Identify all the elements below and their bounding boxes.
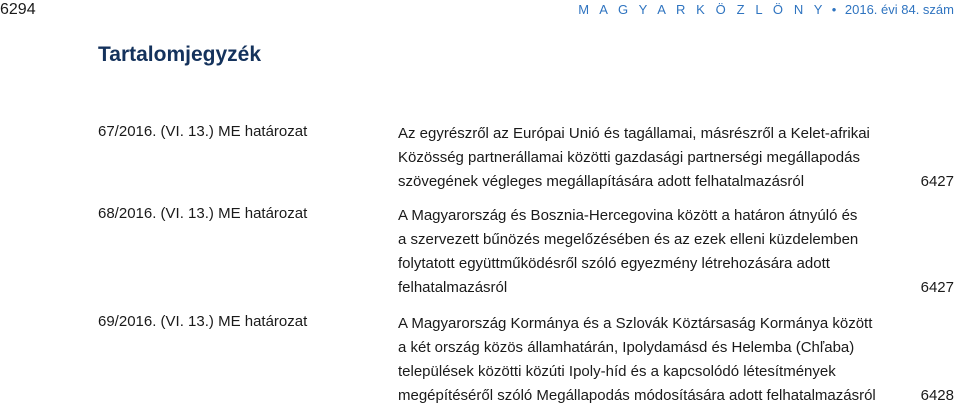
description-line: felhatalmazásról [398,279,508,296]
description-line: folytatott együttműködésről szóló egyezmény létrehozására adott [398,255,830,272]
description-line: Az egyrészről az Európai Unió és tagállamai, másrészről a Kelet-afrikai [398,125,870,142]
toc-title: Tartalomjegyzék [98,43,262,66]
gazette-name: M A G Y A R K Ö Z L Ö N Y [578,2,827,17]
description-line: a két ország közös államhatárán, Ipolydamásd és Helemba (Chľaba) [398,339,855,356]
entry-page-number: 6427 [920,279,954,296]
entry-description [398,204,898,300]
entry-description [398,122,898,194]
description-line: A Magyarország és Bosznia-Hercegovina között a határon átnyúló és [398,207,858,224]
page-number: 6294 [0,1,36,18]
description-line: a szervezett bűnözés megelőzésében és az ezek elleni küzdelemben [398,231,859,248]
header-separator: • [831,2,837,17]
description-line: települések közötti közúti Ipoly-híd és a kapcsolódó létesítmények [398,363,836,380]
entry-reference: 69/2016. (VI. 13.) ME határozat [98,313,308,330]
entry-description [398,312,898,408]
entry-reference: 68/2016. (VI. 13.) ME határozat [98,205,308,222]
issue-number: 2016. évi 84. szám [844,2,954,17]
description-line: A Magyarország Kormánya és a Szlovák Köztársaság Kormánya között [398,315,873,332]
description-line: szövegének végleges megállapítására adott felhatalmazásról [398,173,805,190]
entry-page-number: 6427 [920,173,954,190]
description-line: Közösség partnerállamai közötti gazdasági partnerségi megállapodás [398,149,860,166]
entry-page-number: 6428 [920,387,954,404]
running-header [578,2,954,18]
description-line: megépítéséről szóló Megállapodás módosítására adott felhatalmazásról [398,387,876,404]
entry-reference: 67/2016. (VI. 13.) ME határozat [98,123,308,140]
